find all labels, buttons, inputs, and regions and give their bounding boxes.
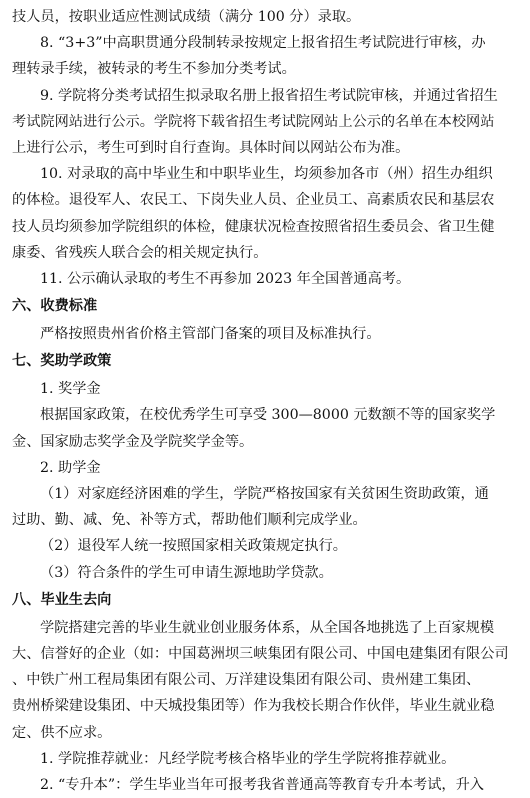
section-heading-scholarship: 七、奖助学政策 xyxy=(12,353,112,370)
section-heading-graduates: 八、毕业生去向 xyxy=(12,591,112,608)
section-heading-fees: 六、收费标准 xyxy=(12,298,98,315)
paragraph-line: 、中铁广州工程局集团有限公司、万洋建设集团有限公司、贵州建工集团、 xyxy=(12,672,481,689)
paragraph-line: 考试院网站进行公示。学院将下载省招生考试院网站上公示的名单在本校网站 xyxy=(12,113,495,130)
document-page xyxy=(12,4,522,798)
subheading-scholarship: 1. 奖学金 xyxy=(40,381,101,398)
paragraph-line: 理转录手续，被转录的考生不参加分类考试。 xyxy=(12,61,296,78)
paragraph-line: 定、供不应求。 xyxy=(12,724,112,741)
paragraph-line: 8. “3+3”中高职贯通分段制转录按规定上报省招生考试院进行审核，办 xyxy=(40,35,486,52)
paragraph-line: 过助、勤、减、免、补等方式，帮助他们顺利完成学业。 xyxy=(12,512,367,529)
paragraph-line: 金、国家励志奖学金及学院奖学金等。 xyxy=(12,433,254,450)
paragraph-line: 技人员均须参加学院组织的体检，健康状况检查按照省招生委员会、省卫生健 xyxy=(12,218,495,235)
paragraph-line: 的体检。退役军人、农民工、下岗失业人员、企业员工、高素质农民和基层农 xyxy=(12,192,495,209)
paragraph-line: 康委、省残疾人联合会的相关规定执行。 xyxy=(12,244,268,261)
paragraph-line: 学院搭建完善的毕业生就业创业服务体系，从全国各地挑选了上百家规模 xyxy=(40,619,495,636)
paragraph-line: 技人员，按职业适应性测试成绩（满分 100 分）录取。 xyxy=(12,9,361,25)
subheading-grant: 2. 助学金 xyxy=(40,459,101,476)
paragraph-line: 根据国家政策，在校优秀学生可享受 300—8000 元数额不等的国家奖学 xyxy=(40,407,496,424)
paragraph-line: 10. 对录取的高中毕业生和中职毕业生，均须参加各市（州）招生办组织 xyxy=(40,166,493,183)
paragraph-line: 上进行公示，考生可到时自行查询。具体时间以网站公布为准。 xyxy=(12,139,410,156)
paragraph-line: 9. 学院将分类考试招生拟录取名册上报省招生考试院审核，并通过省招生 xyxy=(40,87,498,104)
paragraph-line: 大、信誉好的企业（如：中国葛洲坝三峡集团有限公司、中国电建集团有限公司 xyxy=(12,645,509,662)
paragraph-line: 2. “专升本”：学生毕业当年可报考我省普通高等教育专升本考试，升入 xyxy=(40,776,484,793)
paragraph-line: 严格按照贵州省价格主管部门备案的项目及标准执行。 xyxy=(40,326,381,343)
paragraph-line: 1. 学院推荐就业：凡经学院考核合格毕业的学生学院将推荐就业。 xyxy=(40,750,456,767)
paragraph-line: 贵州桥梁建设集团、中天城投集团等）作为我校长期合作伙伴，毕业生就业稳 xyxy=(12,698,495,715)
paragraph-line: （3）符合条件的学生可申请生源地助学贷款。 xyxy=(40,564,333,581)
paragraph-line: 11. 公示确认录取的考生不再参加 2023 年全国普通高考。 xyxy=(40,270,411,287)
paragraph-line: （2）退役军人统一按照国家相关政策规定执行。 xyxy=(40,538,347,555)
paragraph-line: （1）对家庭经济困难的学生，学院严格按国家有关贫困生资助政策，通 xyxy=(40,486,489,502)
